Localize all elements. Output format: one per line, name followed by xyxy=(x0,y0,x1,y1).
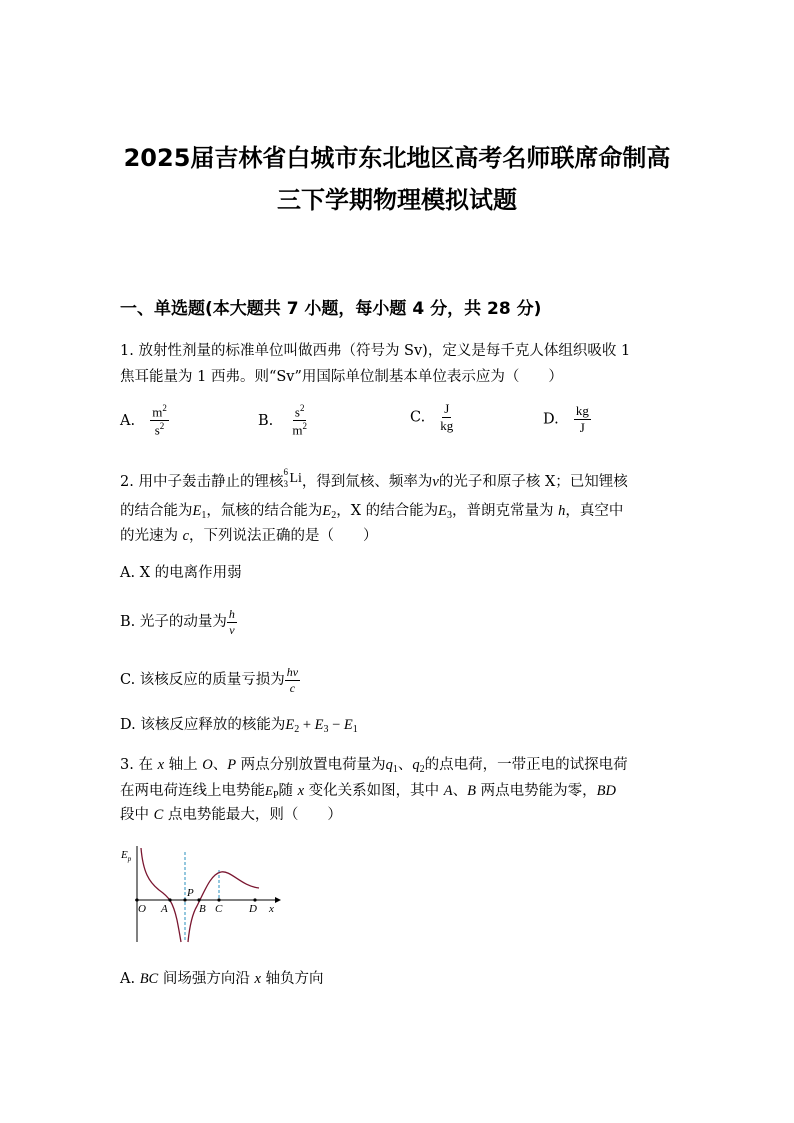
y-axis-label: $E_p$ xyxy=(121,849,132,863)
option-label: C. xyxy=(410,409,426,426)
point-o xyxy=(135,898,138,901)
planck-symbol: h xyxy=(558,503,566,519)
fraction-numerator: kg xyxy=(575,403,589,418)
q2-line-1 xyxy=(120,467,628,490)
q2-text: ，真空中 xyxy=(565,503,624,519)
q3-option-a[interactable]: A. BC 间场强方向沿 x 轴负方向 xyxy=(120,971,324,987)
q2-option-d[interactable] xyxy=(120,718,358,735)
light-speed-symbol: c xyxy=(182,528,190,544)
page-title-line-2: 三下学期物理模拟试题 xyxy=(277,186,517,214)
q1-option-b[interactable] xyxy=(258,404,309,437)
q2-text: 的光子和原子核 X；已知锂核 xyxy=(438,474,628,490)
label-d: D xyxy=(249,903,257,915)
element-symbol: Li xyxy=(289,471,302,486)
point-d xyxy=(253,898,256,901)
fraction xyxy=(574,404,591,434)
fraction-denominator: c xyxy=(289,680,296,695)
option-label: A. xyxy=(120,412,136,429)
page-title-line-1: 2025届吉林省白城市东北地区高考名师联席命制高 xyxy=(123,144,671,172)
fraction-numerator: hν xyxy=(286,665,299,679)
q2-line-3 xyxy=(120,529,378,544)
fraction xyxy=(227,608,237,636)
q1-option-a[interactable] xyxy=(120,404,169,437)
point-c xyxy=(217,898,220,901)
fraction xyxy=(290,404,309,437)
q1-line-2: 焦耳能量为 1 西弗。则“Sv”用国际单位制基本单位表示应为（ ） xyxy=(120,369,563,385)
q2-option-b[interactable] xyxy=(120,608,237,636)
x-axis-arrow xyxy=(275,897,281,903)
energy-e1: $E_1$ xyxy=(192,503,207,521)
q3-line-2: 在两电荷连线上电势能$E_P$随 x 变化关系如图，其中 A、B 两点电势能为零，BD xyxy=(120,783,616,801)
q2-text: ，X 的结合能为 xyxy=(336,503,439,519)
q2-text: ，氚核的结合能为 xyxy=(206,503,323,519)
q2-line-2 xyxy=(120,504,623,521)
energy-e2: $E_2$ xyxy=(322,503,337,521)
frequency-symbol: ν xyxy=(432,474,439,490)
fraction xyxy=(438,402,455,432)
option-label: D. xyxy=(543,411,559,428)
q3-line-1: 3. 在 x 轴上 O、P 两点分别放置电荷量为$q_1$、$q_2$的点电荷，一带正电的试探电荷 xyxy=(120,757,628,775)
point-a xyxy=(168,898,171,901)
q2-text: 的光速为 xyxy=(120,528,183,544)
label-o: O xyxy=(138,903,146,915)
fraction-numerator: h xyxy=(228,607,235,621)
q2-option-a[interactable]: A. X 的电离作用弱 xyxy=(120,565,242,581)
label-a: A xyxy=(161,903,168,915)
point-b xyxy=(197,898,200,901)
label-p: P xyxy=(187,887,194,899)
label-x: x xyxy=(269,903,274,915)
potential-energy-graph xyxy=(115,842,285,948)
q1-line-1: 1. 放射性剂量的标准单位叫做西弗（符号为 Sv)，定义是每千克人体组织吸收 1 xyxy=(120,343,631,359)
atomic-number: 3 xyxy=(283,479,288,489)
q2-text: ，下列说法正确的是（ ） xyxy=(189,528,378,544)
label-c: C xyxy=(215,903,223,915)
q3-line-3: 段中 C 点电势能最大，则（ ） xyxy=(120,807,342,823)
q2-text: 的结合能为 xyxy=(120,503,193,519)
q1-option-c[interactable] xyxy=(410,402,455,432)
mass-number: 6 xyxy=(283,467,288,477)
q2-text: ，得到氚核、频率为 xyxy=(301,474,433,490)
fraction-denominator: $s^2$ xyxy=(154,420,165,438)
section-heading: 一、单选题(本大题共 7 小题，每小题 4 分，共 28 分) xyxy=(120,299,542,319)
fraction-denominator: ν xyxy=(229,622,235,637)
fraction-numerator: J xyxy=(444,401,450,416)
option-text: C. 该核反应的质量亏损为 xyxy=(120,672,285,689)
q2-text: 2. 用中子轰击静止的锂核 xyxy=(120,474,284,490)
fraction-denominator: kg xyxy=(440,417,454,433)
energy-expression: $E_2 + E_3 - E_1$ xyxy=(285,717,358,735)
option-label: B. xyxy=(258,412,274,429)
label-b: B xyxy=(199,903,206,915)
fraction xyxy=(150,404,169,437)
fraction-numerator: $s^2$ xyxy=(294,403,305,420)
fraction xyxy=(285,666,300,694)
fraction-denominator: $m^2$ xyxy=(292,420,307,438)
energy-e3: $E_3$ xyxy=(438,503,453,521)
fraction-numerator: $m^2$ xyxy=(152,403,167,420)
option-text: B. 光子的动量为 xyxy=(120,614,227,631)
curve-left xyxy=(141,848,181,942)
fraction-denominator: J xyxy=(579,419,585,435)
option-text: D. 该核反应释放的核能为 xyxy=(120,717,286,733)
lithium-nuclide xyxy=(283,467,302,489)
q1-option-d[interactable] xyxy=(543,404,591,434)
q2-option-c[interactable] xyxy=(120,666,300,694)
q2-text: ，普朗克常量为 xyxy=(452,503,559,519)
